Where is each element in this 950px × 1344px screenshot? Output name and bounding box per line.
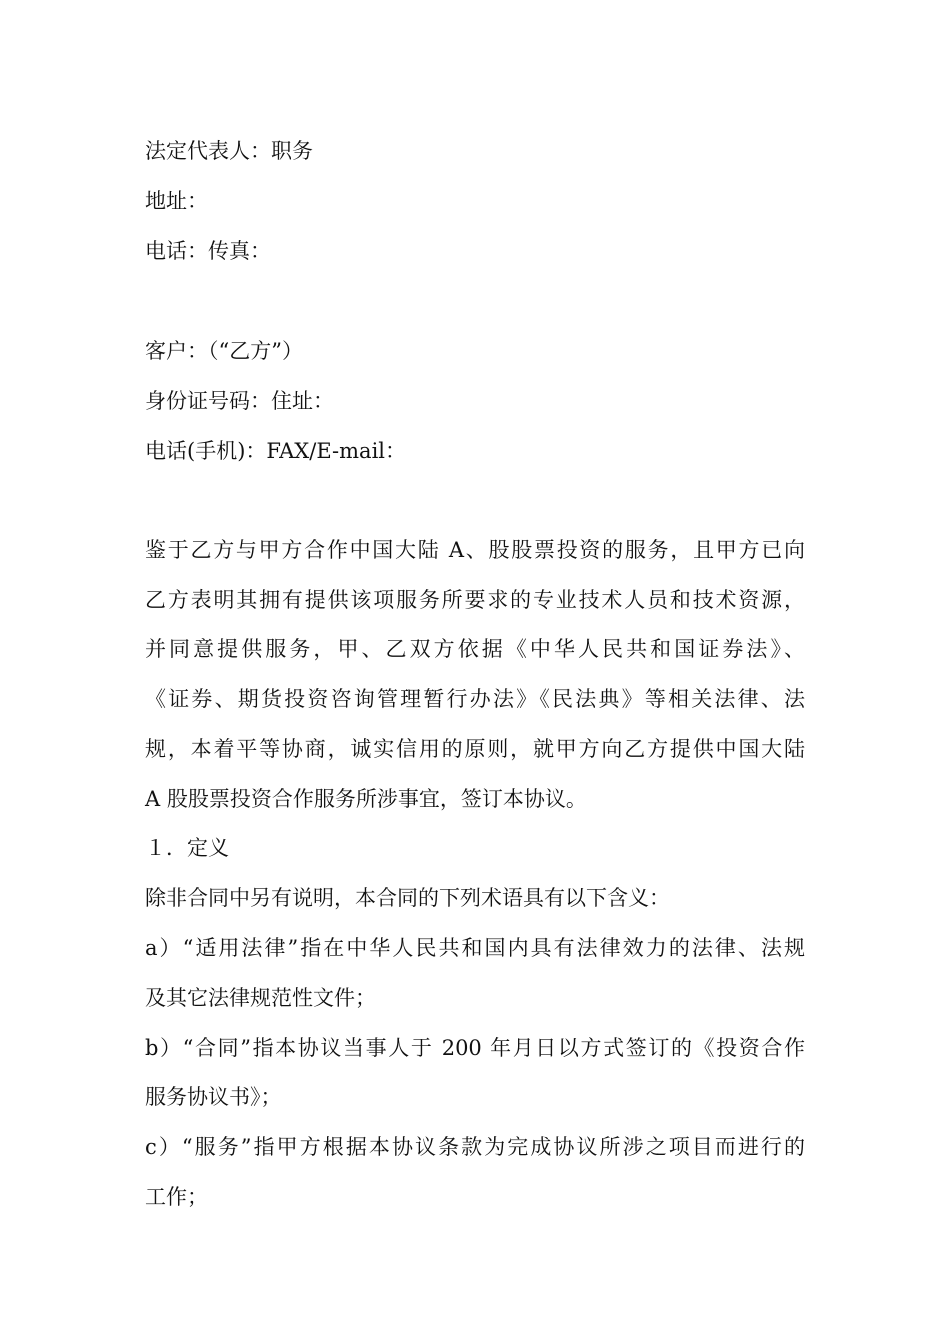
definition-c-line-1: c）“服务”指甲方根据本协议条款为完成协议所涉之项目而进行的 [145, 1135, 805, 1159]
preamble-line-4: 《证券、期货投资咨询管理暂行办法》《民法典》等相关法律、法 [145, 687, 805, 711]
address-line: 地址： [145, 189, 208, 213]
preamble-line-2: 乙方表明其拥有提供该项服务所要求的专业技术人员和技术资源， [145, 588, 805, 612]
definition-a-line-1: a）“适用法律”指在中华人民共和国内具有法律效力的法律、法规 [145, 936, 805, 960]
id-address-line: 身份证号码：住址： [145, 389, 334, 413]
section-heading-definitions: １．定义 [145, 836, 229, 860]
legal-representative-line: 法定代表人：职务 [145, 139, 313, 163]
preamble-line-6: A 股股票投资合作服务所涉事宜，签订本协议。 [145, 787, 587, 811]
definition-b-line-1: b）“合同”指本协议当事人于 200 年月日以方式签订的《投资合作 [145, 1036, 805, 1060]
preamble-line-1: 鉴于乙方与甲方合作中国大陆 A、股股票投资的服务，且甲方已向 [145, 538, 805, 562]
phone-fax-line: 电话：传真： [145, 239, 271, 263]
definitions-intro: 除非合同中另有说明，本合同的下列术语具有以下含义： [145, 886, 670, 910]
definition-c-line-2: 工作； [145, 1185, 208, 1209]
preamble-line-3: 并同意提供服务，甲、乙双方依据《中华人民共和国证券法》、 [145, 637, 805, 661]
preamble-line-5: 规，本着平等协商，诚实信用的原则，就甲方向乙方提供中国大陆 [145, 737, 805, 761]
definition-a-line-2: 及其它法律规范性文件； [145, 986, 376, 1010]
phone-email-line: 电话(手机)：FAX/E-mail： [145, 439, 407, 463]
client-line: 客户：（“乙方”） [145, 339, 303, 363]
definition-b-line-2: 服务协议书》； [145, 1085, 282, 1109]
